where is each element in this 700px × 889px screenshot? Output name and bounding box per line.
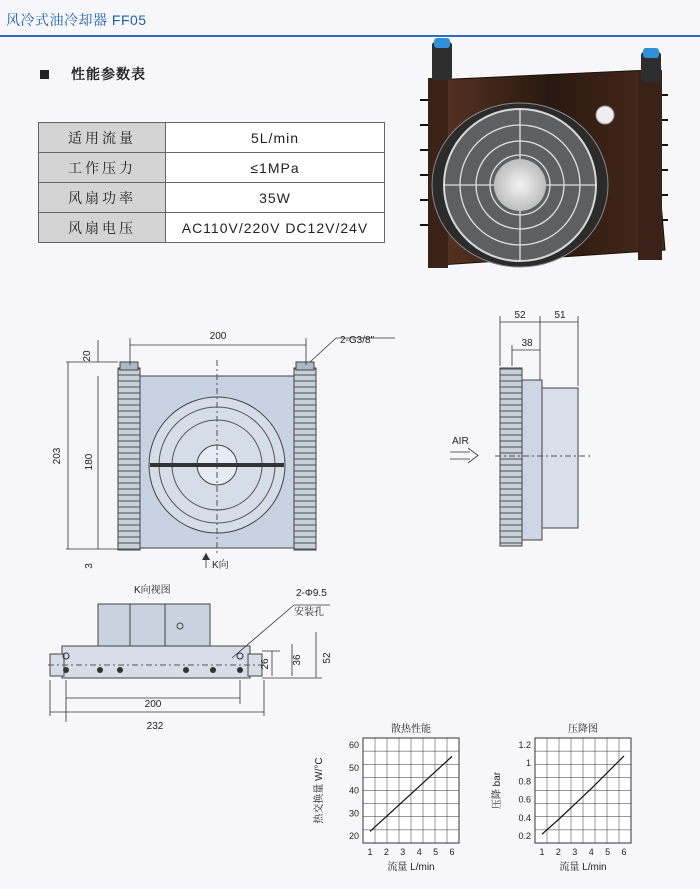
x-tick-label: 6 — [621, 847, 627, 857]
view-arrow-label: K向 — [212, 560, 229, 571]
x-axis-label: 流量 L/min — [387, 862, 435, 873]
dim-width-label: 200 — [209, 331, 227, 342]
dim-36-label: 36 — [292, 654, 303, 666]
y-tick-label: 1 — [525, 758, 531, 769]
y-tick-label: 40 — [348, 785, 359, 796]
y-tick-label: 60 — [348, 740, 359, 750]
spec-value: 5L/min — [166, 123, 385, 153]
y-tick-label: 30 — [348, 808, 359, 819]
dim-height-label: 180 — [84, 453, 95, 471]
y-tick-label: 0.6 — [518, 794, 531, 805]
dim-bottom-label: 3 — [84, 563, 95, 569]
dim-a-label: 52 — [514, 310, 526, 321]
y-tick-label: 20 — [348, 831, 359, 841]
x-tick-label: 3 — [572, 847, 578, 857]
hole-label: 安装孔 — [294, 607, 324, 618]
product-photo — [420, 38, 668, 268]
x-tick-label: 3 — [400, 847, 406, 857]
dim-top-label: 20 — [82, 350, 93, 362]
x-tick-label: 1 — [367, 847, 373, 857]
y-tick-label: 0.4 — [518, 812, 531, 823]
pressure-drop-chart — [490, 722, 631, 873]
hole-spec-label: 2-Φ9.5 — [296, 588, 327, 599]
page-title: 风冷式油冷却器 FF05 — [6, 12, 147, 28]
spec-label: 风扇功率 — [39, 183, 166, 213]
chart-title: 散热性能 — [391, 724, 431, 735]
y-tick-label: 0.8 — [518, 776, 531, 787]
y-tick-label: 1.2 — [518, 740, 531, 750]
x-tick-label: 2 — [555, 847, 561, 857]
section-title: 性能参数表 — [71, 66, 146, 82]
spec-value: AC110V/220V DC12V/24V — [166, 213, 385, 243]
spec-value: ≤1MPa — [166, 153, 385, 183]
k-view-drawing — [48, 604, 264, 678]
k-view-arrow-icon — [202, 553, 210, 560]
chart-title: 压降图 — [568, 724, 598, 735]
dim-52-label: 52 — [322, 652, 333, 664]
x-axis-label: 流量 L/min — [559, 862, 607, 873]
x-tick-label: 2 — [383, 847, 389, 857]
spec-label: 适用流量 — [39, 123, 166, 153]
dim-26-label: 26 — [260, 658, 271, 670]
y-axis-label: 压降 bar — [492, 771, 503, 810]
x-tick-label: 5 — [433, 847, 439, 857]
spec-label: 风扇电压 — [39, 213, 166, 243]
air-label: AIR — [452, 436, 469, 447]
x-tick-label: 6 — [449, 847, 455, 857]
x-tick-label: 4 — [416, 847, 422, 857]
dim-232-label: 232 — [146, 721, 164, 732]
front-view-drawing — [118, 360, 316, 555]
y-tick-label: 50 — [348, 762, 359, 773]
x-tick-label: 4 — [588, 847, 594, 857]
spec-label: 工作压力 — [39, 153, 166, 183]
port-label: 2-G3/8" — [340, 335, 375, 346]
dim-total-label: 203 — [52, 447, 63, 465]
heat-dissipation-chart — [312, 722, 459, 873]
x-tick-label: 5 — [605, 847, 611, 857]
dim-c-label: 38 — [521, 338, 533, 349]
side-view-drawing — [495, 368, 590, 546]
dim-b-label: 51 — [554, 310, 566, 321]
y-tick-label: 0.2 — [518, 831, 531, 841]
dim-200-label: 200 — [144, 699, 162, 710]
k-view-title: K向视图 — [134, 585, 171, 596]
spec-value: 35W — [166, 183, 385, 213]
y-axis-label: 热交换量 W/°C — [314, 757, 325, 824]
x-tick-label: 1 — [539, 847, 545, 857]
